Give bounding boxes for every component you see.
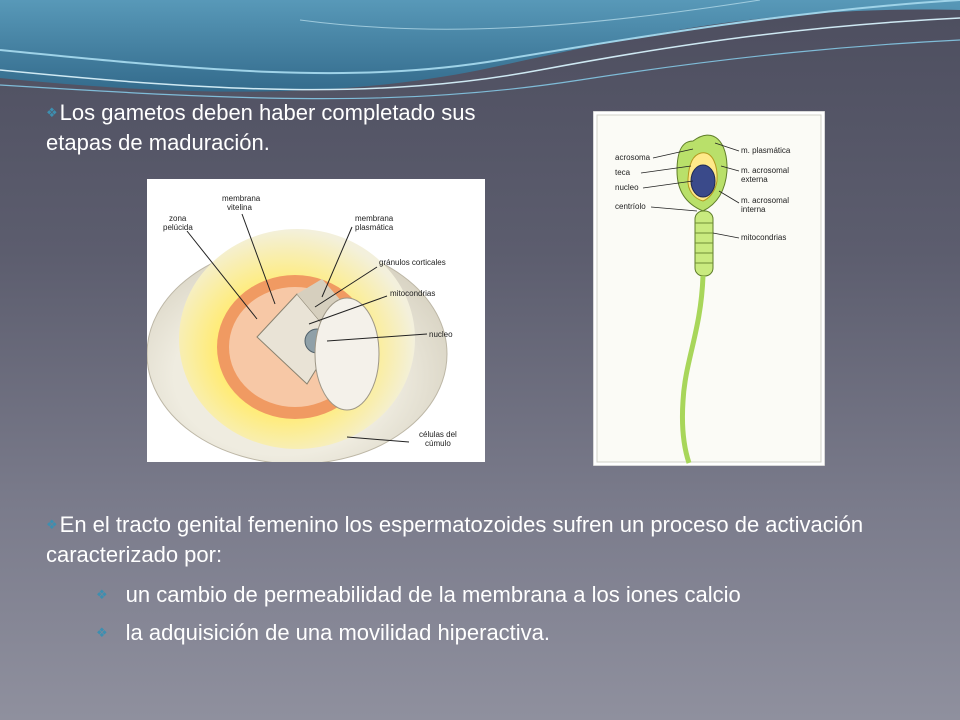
label-externa: externa — [741, 175, 768, 184]
diamond-bullet-icon: ❖ — [96, 625, 108, 640]
sub-bullet-calcium: ❖ un cambio de permeabilidad de la membrana a los iones calcio — [96, 580, 916, 610]
label-m-acrosomal-interna-1: m. acrosomal — [741, 196, 790, 205]
label-membrana-vitelina-1: membrana — [222, 194, 261, 203]
label-acrosoma: acrosoma — [615, 153, 651, 162]
label-zona: zona — [169, 214, 187, 223]
label-mitocondrias: mitocondrias — [390, 289, 436, 298]
label-plasmatica: plasmática — [355, 223, 394, 232]
header-wave-decoration — [0, 0, 960, 110]
bullet-activation: ❖En el tracto genital femenino los espermatozoides sufren un proceso de activación caracterizado por: — [46, 512, 864, 567]
diamond-bullet-icon: ❖ — [96, 587, 108, 602]
bullet-gametes: ❖Los gametos deben haber completado sus etapas de maduración. — [46, 100, 476, 155]
diamond-bullet-icon: ❖ — [46, 517, 58, 532]
label-interna: interna — [741, 205, 766, 214]
oocyte-diagram — [147, 179, 485, 462]
label-celulas-del: células del — [419, 430, 457, 439]
label-sperm-mitocondrias: mitocondrias — [741, 233, 787, 242]
label-vitelina: vitelina — [227, 203, 252, 212]
label-centriolo: centríolo — [615, 202, 646, 211]
label-granulos: gránulos corticales — [379, 258, 446, 267]
label-membrana-plasmatica-1: membrana — [355, 214, 394, 223]
label-sperm-nucleo: nucleo — [615, 183, 639, 192]
label-pelucida: pelúcida — [163, 223, 193, 232]
label-cumulo: cúmulo — [425, 439, 451, 448]
label-m-plasmatica: m. plasmática — [741, 146, 791, 155]
sperm-diagram — [593, 111, 825, 466]
sub-bullet-motility: ❖ la adquisición de una movilidad hiperactiva. — [96, 618, 916, 648]
label-nucleo: nucleo — [429, 330, 453, 339]
label-m-acrosomal-externa-1: m. acrosomal — [741, 166, 790, 175]
label-teca: teca — [615, 168, 631, 177]
diamond-bullet-icon: ❖ — [46, 105, 58, 120]
